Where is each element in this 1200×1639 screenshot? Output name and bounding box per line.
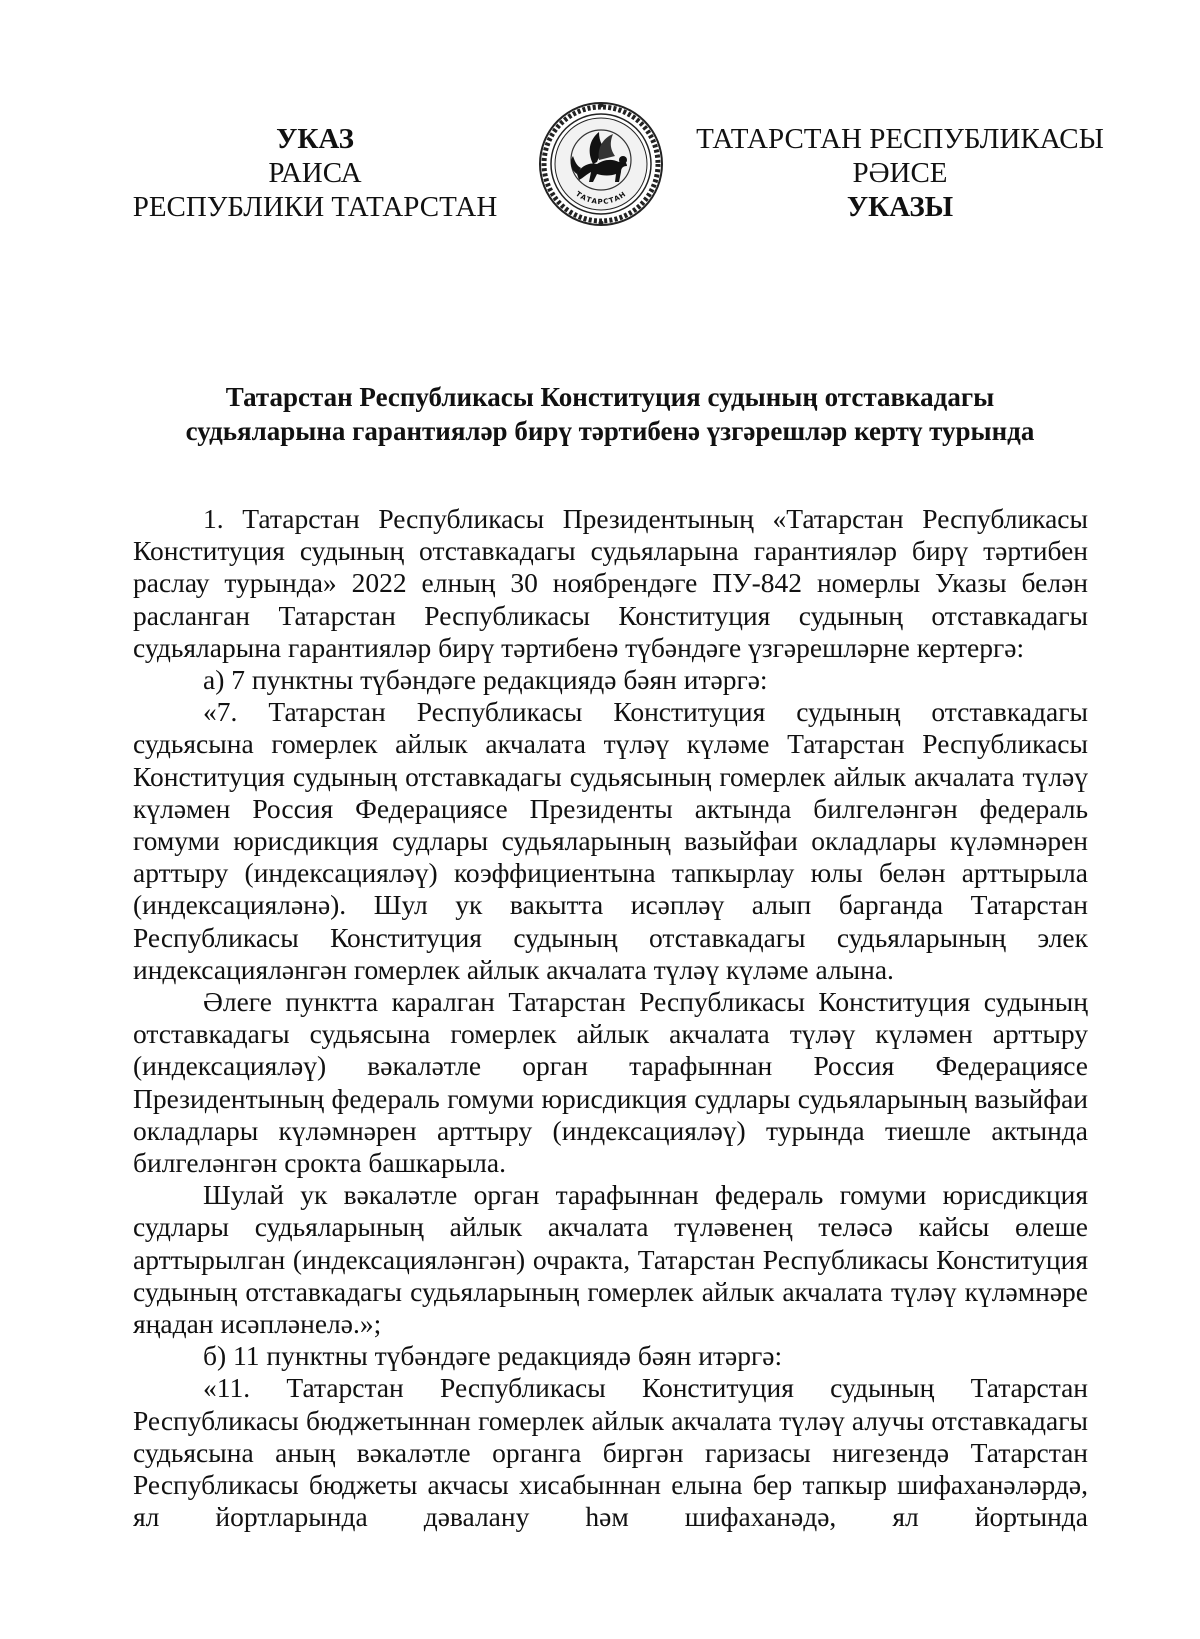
title-line2: судьяларына гарантияләр бирү тәртибенә үзгәрешләр кертү турында [185, 416, 1035, 446]
tatarstan-coat-of-arms-icon [537, 100, 665, 228]
paragraph: а) 7 пунктны түбәндәге редакциядә бәян итәргә: [203, 664, 768, 696]
paragraph: Шулай ук вәкаләтле орган тарафыннан федераль гомуми юрисдикция судлары судьяларының айлык акчалата түләвенең теләсә кайсы өлеше арттырылган (индексацияләнгән) очракта, Татарстан Республикасы Конституция судының отставкадагы судьяларының гомерлек айлык акчалата түләү күләмнәре яңадан исәпләнелә.»; [133, 1179, 1088, 1340]
header-right-block [690, 122, 1110, 224]
header-right-line3: УКАЗЫ [846, 191, 954, 223]
paragraph: «11. Татарстан Республикасы Конституция судының Татарстан Республикасы бюджетыннан гомерлек айлык акчалата түләү алучы отставкадагы судьясына аның вәкаләтле органга биргән гаризасы нигезендә Татарстан Республикасы бюджеты акчасы хисабыннан елына бер тапкыр шифаханәләрдә, ял йортларында дәвалану һәм шифаханәдә, ял йортында [133, 1372, 1088, 1533]
header-right-line2: РӘИСЕ [852, 157, 948, 189]
header-left-line2: РАИСА [268, 157, 362, 189]
paragraph: Әлеге пунктта каралган Татарстан Республикасы Конституция судының отставкадагы судьясына гомерлек айлык акчалата түләү күләмен арттыру (индексацияләү) вәкаләтле орган тарафыннан Россия Федерациясе Президентының федераль гомуми юрисдикция судлары судьяларының вазыйфаи окладлары күләмнәрен арттыру (индексацияләү) турында тиешле актында билгеләнгән срокта башкарыла. [133, 986, 1088, 1179]
header-left-line1: УКАЗ [276, 123, 354, 155]
emblem-text: ТАТАРСТАН [574, 189, 628, 207]
title-line1: Татарстан Республикасы Конституция судының отставкадагы [225, 382, 995, 412]
paragraph: 1. Татарстан Республикасы Президентының «Татарстан Республикасы Конституция судының отставкадагы судьяларына гарантияләр бирү тәртибен раслау турында» 2022 елның 30 ноябрендәге ПУ-842 номерлы Указы белән расланган Татарстан Республикасы Конституция судының отставкадагы судьяларына гарантияләр бирү тәртибенә түбәндәге үзгәрешләрне кертергә: [133, 503, 1088, 663]
paragraph: «7. Татарстан Республикасы Конституция судының отставкадагы судьясына гомерлек айлык акчалата түләү күләме Татарстан Республикасы Конституция судының отставкадагы судьясының гомерлек айлык акчалата түләү күләмен Россия Федерациясе Президенты актында билгеләнгән федераль гомуми юрисдикция судлары судьяларының вазыйфаи окладлары күләмнәрен арттыру (индексацияләү) коэффициентына тапкырлау юлы белән арттырыла (индексацияләнә). Шул ук вакытта исәпләү алып барганда Татарстан Республикасы Конституция судының отставкадагы судьяларының элек индексацияләнгән гомерлек айлык акчалата түләү күләме алына. [133, 696, 1088, 985]
header-left-block [125, 122, 505, 224]
header-right-line1: ТАТАРСТАН РЕСПУБЛИКАСЫ [696, 123, 1104, 155]
paragraph: б) 11 пунктны түбәндәге редакциядә бәян итәргә: [203, 1340, 783, 1372]
document-body [133, 503, 1088, 1534]
header-left-line3: РЕСПУБЛИКИ ТАТАРСТАН [132, 191, 498, 223]
document-title [130, 380, 1090, 448]
